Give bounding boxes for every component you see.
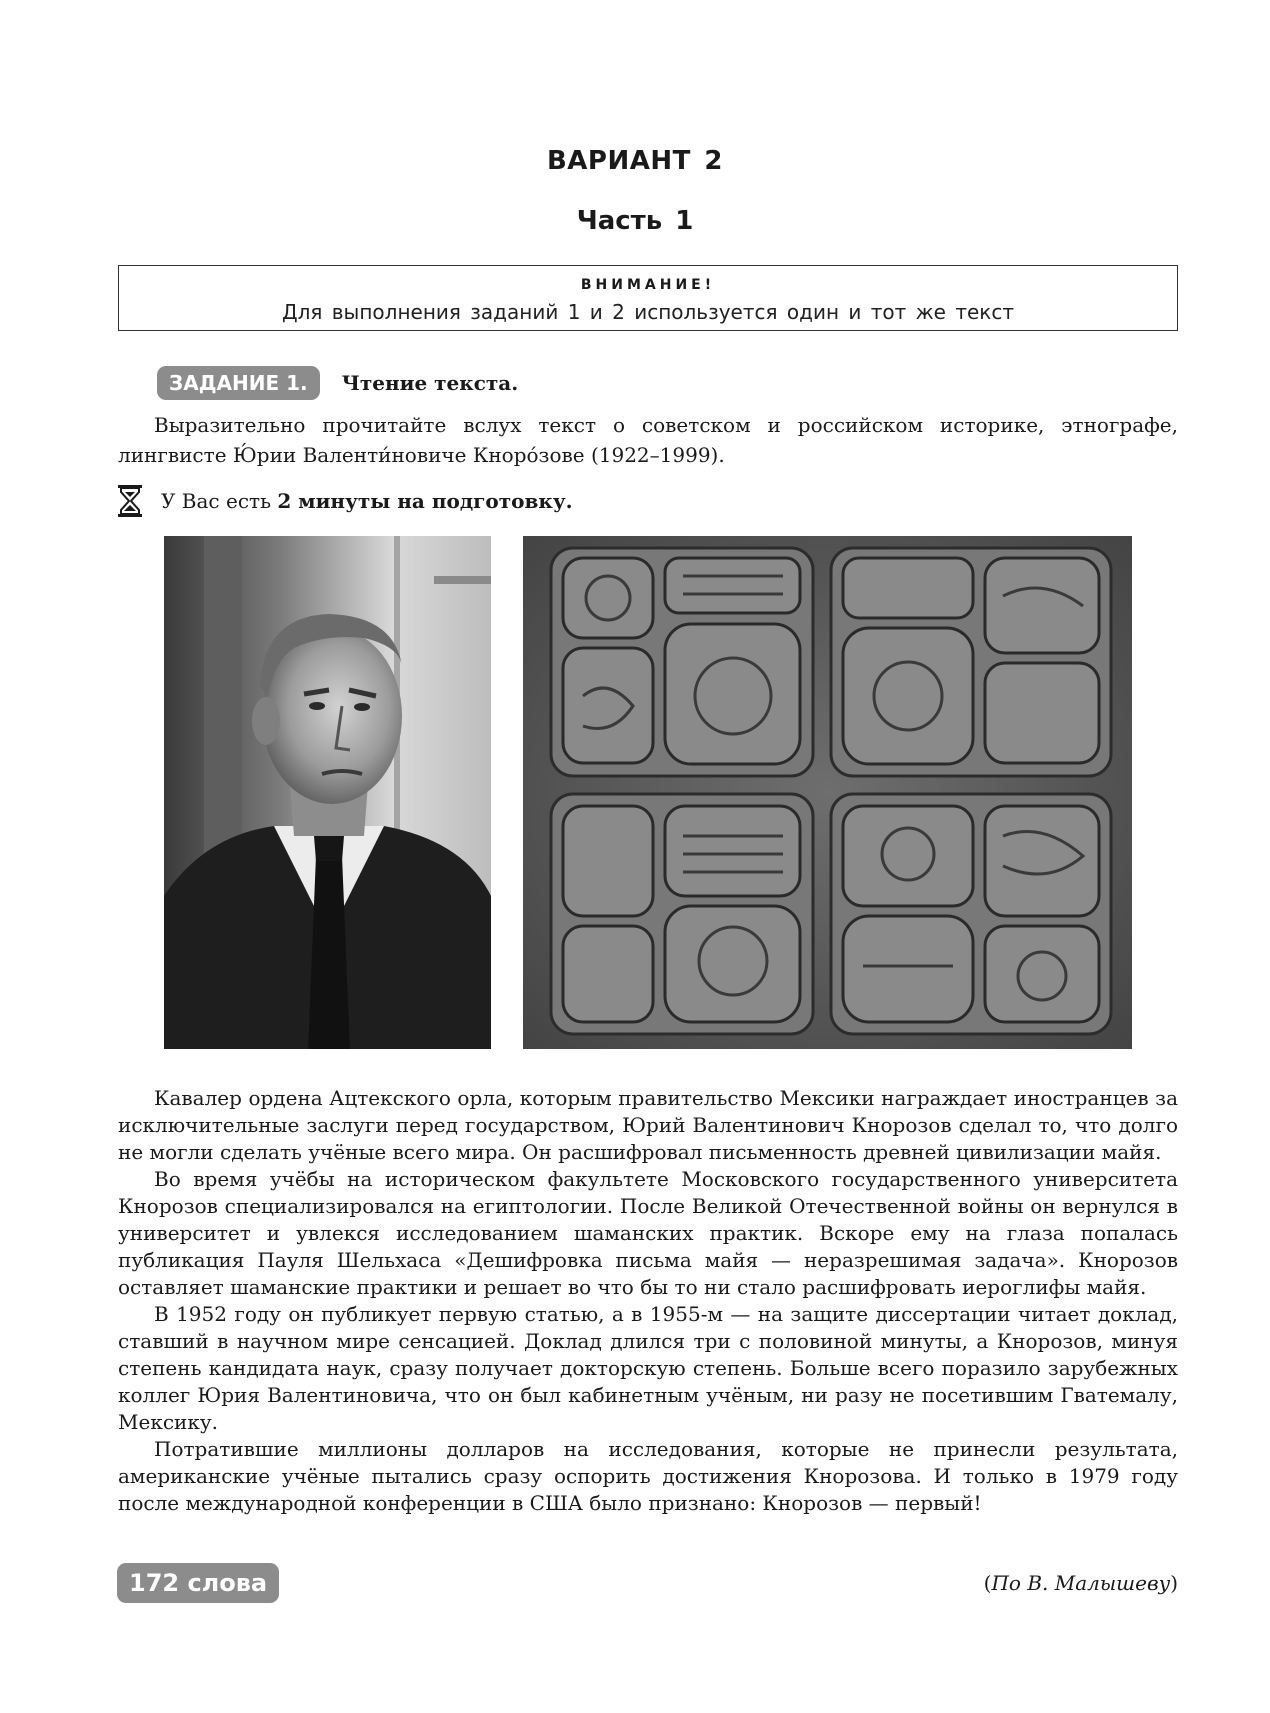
paragraph: Во время учёбы на историческом факультете Московского государственного университета Кнорозов специализировался на египтологии. После Великой Отечественной войны он вернулся в университет и увлекся исследованием шаманских практик. Вскоре ему на глаза попалась публикация Пауля Шельхаса «Дешифровка письма майя — неразрешимая задача». Кнорозов оставляет шаманские практики и решает во что бы то ни стало расшифровать иероглифы майя. [118,1167,1178,1299]
word-count-badge: 172 слова [117,1563,279,1603]
task-title: Чтение текста. [341,371,519,395]
attention-text: Для выполнения заданий 1 и 2 используется один и тот же текст [281,300,1015,324]
attention-heading: ВНИМАНИЕ! [580,277,716,293]
attention-box [118,265,1178,331]
variant-title: ВАРИАНТ 2 [546,146,723,176]
part-title: Часть 1 [576,206,694,236]
hourglass-icon [117,484,143,518]
prep-prefix: У Вас есть [161,489,271,513]
paragraph: Кавалер ордена Ацтекского орла, которым правительство Мексики награждает иностранцев за исключительные заслуги перед государством, Юрий Валентинович Кнорозов сделал то, что долго не могли сделать учёные всего мира. Он расшифровал письменность древней цивилизации майя. [118,1086,1178,1164]
paragraph: Потратившие миллионы долларов на исследования, которые не принесли результата, американские учёные пытались сразу оспорить достижения Кнорозова. И только в 1979 году после международной конференции в США было признано: Кнорозов — первый! [118,1437,1178,1515]
task-intro: Выразительно прочитайте вслух текст о советском и российском историке, этнографе, лингвисте Ю́рии Валенти́новиче Кноро́зове (1922–1999). [118,413,1178,467]
prep-note [117,484,573,518]
reading-text [118,1085,1178,1517]
portrait-photo [164,536,491,1049]
paragraph: В 1952 году он публикует первую статью, а в 1955-м — на защите диссертации читает доклад, ставший в научном мире сенсацией. Доклад длился три с половиной минуты, а Кнорозов, минуя степень кандидата наук, сразу получает докторскую степень. Больше всего поразило зарубежных коллег Юрия Валентиновича, что он был кабинетным учёным, ни разу не посетившим Гватемалу, Мексику. [118,1302,1178,1434]
task-header [157,366,518,400]
maya-glyphs-photo [523,536,1132,1049]
prep-time: 2 минуты на подготовку. [277,489,573,513]
source-author: По В. Малышеву [991,1571,1171,1595]
task-badge: ЗАДАНИЕ 1. [157,366,320,400]
source-attribution: (По В. Малышеву) [983,1571,1178,1595]
